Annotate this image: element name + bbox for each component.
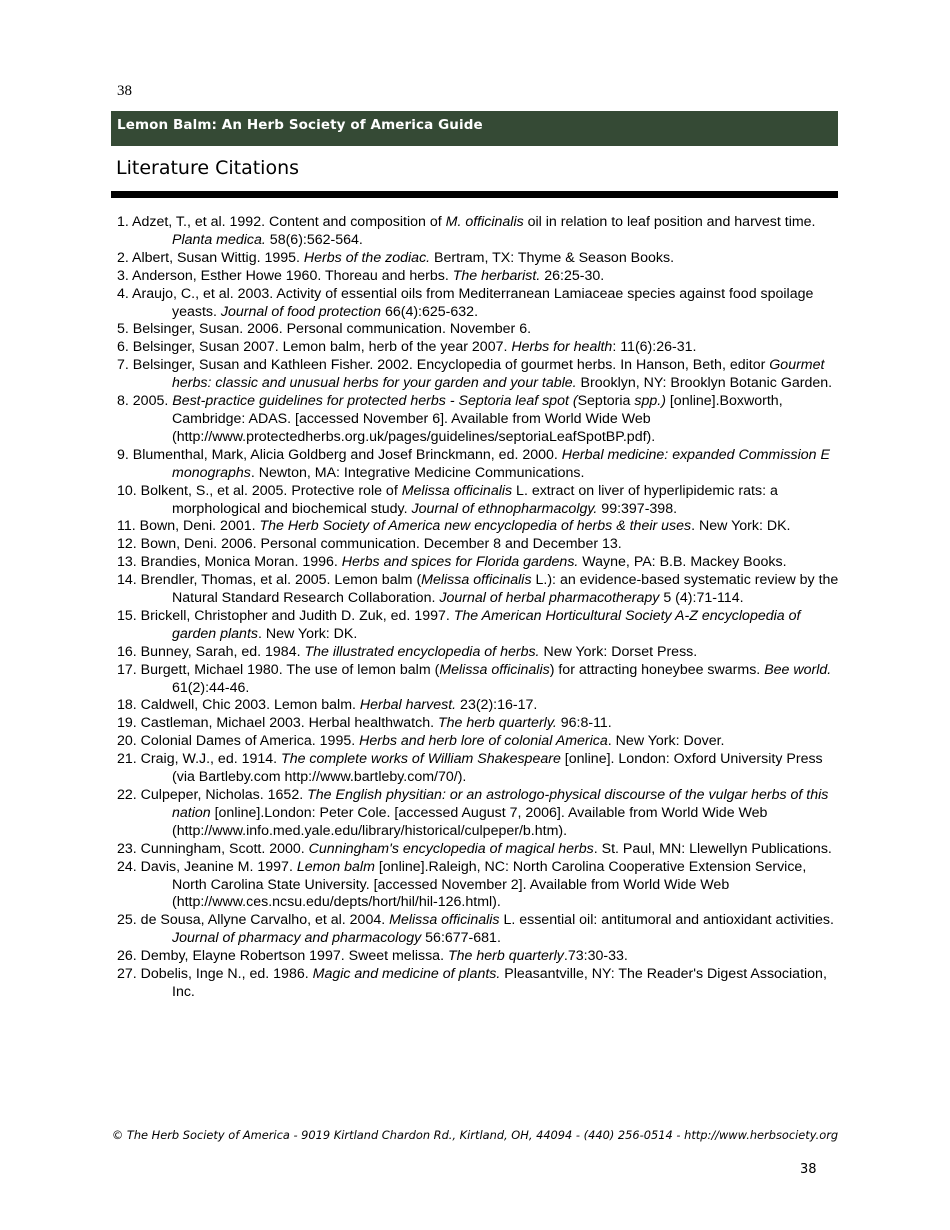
citation-text: Albert, Susan Wittig. 1995. bbox=[128, 249, 304, 266]
citation-text: 58(6):562-564. bbox=[265, 231, 363, 248]
page-number-top: 38 bbox=[117, 83, 132, 99]
citation-number: 20. bbox=[117, 733, 137, 750]
citation-text: L. essential oil: antitumoral and antioxidant activities. bbox=[499, 912, 834, 929]
citation-item bbox=[117, 357, 842, 393]
citation-number: 27. bbox=[117, 966, 137, 983]
citation-number: 23. bbox=[117, 840, 137, 857]
citation-item bbox=[117, 339, 842, 357]
citation-number: 22. bbox=[117, 787, 137, 803]
citation-item bbox=[117, 321, 842, 339]
citation-item bbox=[117, 697, 842, 715]
citation-italic-text: Herbs for health bbox=[511, 339, 613, 356]
citation-item bbox=[117, 536, 842, 554]
citation-item bbox=[117, 483, 842, 519]
citation-text: 56:677-681. bbox=[421, 930, 501, 947]
citation-number: 18. bbox=[117, 697, 137, 714]
citation-italic-text: Melissa officinalis bbox=[421, 572, 532, 589]
citation-item bbox=[117, 268, 842, 286]
citation-list bbox=[117, 214, 842, 1002]
citation-item bbox=[117, 393, 842, 447]
citation-item bbox=[117, 787, 842, 841]
citation-italic-text: Cunningham's encyclopedia of magical herbs bbox=[308, 840, 594, 857]
citation-item bbox=[117, 841, 842, 859]
citation-text: 66(4):625-632. bbox=[381, 303, 479, 320]
citation-number: 16. bbox=[117, 643, 137, 660]
citation-text: Dobelis, Inge N., ed. 1986. bbox=[136, 966, 313, 983]
citation-italic-text: The herb quarterly bbox=[447, 948, 564, 965]
citation-text: Bown, Deni. 2006. Personal communication. December 8 and December 13. bbox=[136, 536, 622, 553]
citation-item bbox=[117, 948, 842, 966]
citation-item bbox=[117, 447, 842, 483]
citation-number: 25. bbox=[117, 912, 137, 929]
citation-italic-text: spp.) bbox=[634, 393, 666, 410]
citation-text: Belsinger, Susan. 2006. Personal communication. November 6. bbox=[128, 321, 532, 338]
citation-text: Bolkent, S., et al. 2005. Protective role of bbox=[136, 482, 402, 499]
citation-italic-text: The English physitian: or an astrologo-physical discourse of the vulgar herbs of this nation bbox=[172, 787, 829, 821]
citation-text: Brandies, Monica Moran. 1996. bbox=[136, 554, 342, 571]
citation-italic-text: Herbs and spices for Florida gardens. bbox=[341, 554, 579, 571]
citation-text: Bertram, TX: Thyme & Season Books. bbox=[430, 249, 675, 266]
citation-text: . St. Paul, MN: Llewellyn Publications. bbox=[593, 840, 832, 857]
citation-italic-text: Melissa officinalis bbox=[389, 912, 500, 929]
citation-text: Wayne, PA: B.B. Mackey Books. bbox=[578, 554, 787, 571]
citation-text: Castleman, Michael 2003. Herbal healthwatch. bbox=[136, 715, 438, 732]
citation-item bbox=[117, 715, 842, 733]
citation-number: 8. bbox=[117, 393, 129, 410]
citation-item bbox=[117, 859, 842, 913]
citation-italic-text: The herbarist. bbox=[452, 267, 541, 284]
citation-italic-text: Herbs and herb lore of colonial America bbox=[359, 733, 608, 750]
citation-italic-text: M. officinalis bbox=[445, 214, 524, 230]
citation-text: . Newton, MA: Integrative Medicine Communications. bbox=[250, 464, 585, 481]
citation-text: 5 (4):71-114. bbox=[659, 590, 744, 607]
citation-number: 26. bbox=[117, 948, 137, 965]
citation-text: 96:8-11. bbox=[556, 715, 612, 732]
citation-italic-text: Journal of pharmacy and pharmacology bbox=[172, 930, 422, 947]
citation-italic-text: The Herb Society of America new encyclopedia of herbs & their uses bbox=[259, 518, 692, 535]
citation-text: Blumenthal, Mark, Alicia Goldberg and Josef Brinckmann, ed. 2000. bbox=[128, 446, 562, 463]
citation-text: [online].London: Peter Cole. [accessed August 7, 2006]. Available from World Wide Web (http://www.info.med.yale.edu/library/historical/culpeper/b.htm). bbox=[172, 804, 768, 839]
citation-text: Colonial Dames of America. 1995. bbox=[136, 733, 360, 750]
citation-item bbox=[117, 912, 842, 948]
citation-text: oil in relation to leaf position and harvest time. bbox=[523, 214, 816, 230]
citation-italic-text: The illustrated encyclopedia of herbs. bbox=[304, 643, 540, 660]
citation-text: Demby, Elayne Robertson 1997. Sweet melissa. bbox=[136, 948, 448, 965]
citation-text: [online]. London: Oxford University Press (via Bartleby.com http://www.bartleby.com/70/). bbox=[172, 751, 823, 786]
citation-text: Belsinger, Susan 2007. Lemon balm, herb of the year 2007. bbox=[128, 339, 512, 356]
citation-text: Septoria bbox=[577, 393, 635, 410]
citation-italic-text: The American Horticultural Society A-Z encyclopedia of garden plants bbox=[172, 607, 801, 642]
citation-number: 17. bbox=[117, 661, 137, 678]
citation-number: 11. bbox=[117, 518, 136, 535]
citation-text: Brooklyn, NY: Brooklyn Botanic Garden. bbox=[576, 375, 833, 392]
citation-number: 3. bbox=[117, 267, 129, 284]
citation-italic-text: The complete works of William Shakespeare bbox=[281, 751, 561, 768]
citation-text: L.): an evidence-based systematic review by the Natural Standard Research Collaboration. bbox=[172, 572, 839, 607]
citation-item bbox=[117, 662, 842, 698]
citation-number: 1. bbox=[117, 214, 129, 230]
citation-item bbox=[117, 751, 842, 787]
citation-text: Bown, Deni. 2001. bbox=[135, 518, 260, 535]
citation-italic-text: Journal of food protection bbox=[220, 303, 381, 320]
citation-text: L. extract on liver of hyperlipidemic rats: a morphological and biochemical study. bbox=[172, 482, 778, 517]
citation-item bbox=[117, 286, 842, 322]
citation-text: Burgett, Michael 1980. The use of lemon balm ( bbox=[136, 661, 440, 678]
citation-number: 24. bbox=[117, 858, 137, 875]
citation-text: Pleasantville, NY: The Reader's Digest Association, Inc. bbox=[172, 966, 827, 1000]
citation-text: Caldwell, Chic 2003. Lemon balm. bbox=[136, 697, 360, 714]
citation-italic-text: Best-practice guidelines for protected herbs - Septoria leaf spot ( bbox=[172, 393, 578, 410]
citation-text: Anderson, Esther Howe 1960. Thoreau and herbs. bbox=[128, 267, 453, 284]
citation-text: Culpeper, Nicholas. 1652. bbox=[136, 787, 308, 803]
citation-text: Brickell, Christopher and Judith D. Zuk, ed. 1997. bbox=[136, 607, 454, 624]
citation-item bbox=[117, 518, 842, 536]
citation-number: 12. bbox=[117, 536, 137, 553]
citation-text: Araujo, C., et al. 2003. Activity of essential oils from Mediterranean Lamiaceae species against food spoilage yeasts. bbox=[128, 285, 814, 320]
citation-text: 23(2):16-17. bbox=[456, 697, 538, 714]
citation-number: 19. bbox=[117, 715, 137, 732]
citation-text: . New York: Dover. bbox=[607, 733, 725, 750]
citation-text: 61(2):44-46. bbox=[172, 679, 250, 696]
citation-item bbox=[117, 214, 842, 250]
page-number-bottom: 38 bbox=[800, 1162, 817, 1177]
citation-number: 13. bbox=[117, 554, 137, 571]
section-title: Literature Citations bbox=[116, 157, 300, 179]
citation-italic-text: Journal of ethnopharmacolgy. bbox=[411, 500, 598, 517]
citation-text: 2005. bbox=[128, 393, 173, 410]
citation-text: Bunney, Sarah, ed. 1984. bbox=[136, 643, 305, 660]
citation-number: 2. bbox=[117, 249, 129, 266]
citation-number: 21. bbox=[117, 751, 137, 768]
citation-text: [online].Boxworth, Cambridge: ADAS. [accessed November 6]. Available from World Wide Web (http://www.protectedherbs.org.uk/pages/guidelines/septoriaLeafSpotBP.pdf). bbox=[172, 393, 783, 445]
citation-text: Belsinger, Susan and Kathleen Fisher. 2002. Encyclopedia of gourmet herbs. In Hanson, Beth, editor bbox=[128, 357, 770, 374]
citation-text: . New York: DK. bbox=[691, 518, 791, 535]
citation-number: 15. bbox=[117, 607, 137, 624]
citation-item bbox=[117, 554, 842, 572]
footer-text: © The Herb Society of America - 9019 Kirtland Chardon Rd., Kirtland, OH, 44094 - (440) 256-0514 - http://www.herbsociety.org bbox=[111, 1128, 839, 1142]
citation-text: Brendler, Thomas, et al. 2005. Lemon balm ( bbox=[136, 572, 422, 589]
citation-text: Davis, Jeanine M. 1997. bbox=[136, 858, 297, 875]
citation-italic-text: Herbal harvest. bbox=[359, 697, 457, 714]
citation-text: ) for attracting honeybee swarms. bbox=[549, 661, 765, 678]
citation-item bbox=[117, 644, 842, 662]
citation-number: 4. bbox=[117, 285, 129, 302]
citation-text: 26:25-30. bbox=[540, 267, 605, 284]
citation-item bbox=[117, 733, 842, 751]
citation-text: Craig, W.J., ed. 1914. bbox=[136, 751, 282, 768]
citation-number: 9. bbox=[117, 446, 129, 463]
guide-title: Lemon Balm: An Herb Society of America Guide bbox=[117, 117, 483, 133]
citation-item bbox=[117, 608, 842, 644]
citation-item bbox=[117, 250, 842, 268]
citation-number: 14. bbox=[117, 572, 137, 589]
citation-number: 5. bbox=[117, 321, 129, 338]
citation-italic-text: Bee world. bbox=[764, 661, 832, 678]
citation-number: 6. bbox=[117, 339, 129, 356]
citation-text: Adzet, T., et al. 1992. Content and composition of bbox=[128, 214, 446, 230]
guide-header-bar bbox=[111, 111, 838, 146]
citation-italic-text: The herb quarterly. bbox=[437, 715, 557, 732]
citation-item bbox=[117, 572, 842, 608]
citation-text: de Sousa, Allyne Carvalho, et al. 2004. bbox=[136, 912, 390, 929]
citation-text: [online].Raleigh, NC: North Carolina Cooperative Extension Service, North Carolina State University. [accessed November 2]. Available from World Wide Web (http://www.ces.ncsu.edu/depts/hort/hil/hil-126.html). bbox=[172, 858, 807, 911]
citation-text: New York: Dorset Press. bbox=[539, 643, 698, 660]
citation-text: Cunningham, Scott. 2000. bbox=[136, 840, 309, 857]
citation-italic-text: Planta medica. bbox=[172, 231, 266, 248]
title-divider bbox=[111, 191, 838, 198]
citation-text: 99:397-398. bbox=[597, 500, 678, 517]
citation-italic-text: Melissa officinalis bbox=[401, 482, 513, 499]
citation-italic-text: Lemon balm bbox=[296, 858, 375, 875]
citation-italic-text: Melissa officinalis bbox=[439, 661, 550, 678]
citation-italic-text: Gourmet herbs: classic and unusual herbs for your garden and your table. bbox=[172, 357, 825, 392]
citation-italic-text: Herbal medicine: expanded Commission E monographs bbox=[172, 446, 830, 481]
citation-item bbox=[117, 966, 842, 1002]
citation-italic-text: Journal of herbal pharmacotherapy bbox=[439, 590, 660, 607]
footer bbox=[0, 1128, 950, 1142]
citation-number: 7. bbox=[117, 357, 129, 374]
citation-italic-text: Magic and medicine of plants. bbox=[312, 966, 501, 983]
citation-italic-text: Herbs of the zodiac. bbox=[303, 249, 431, 266]
citation-text: . New York: DK. bbox=[257, 625, 358, 642]
citation-text: .73:30-33. bbox=[563, 948, 628, 965]
citation-text: : 11(6):26-31. bbox=[612, 339, 697, 356]
citation-number: 10. bbox=[117, 482, 137, 499]
